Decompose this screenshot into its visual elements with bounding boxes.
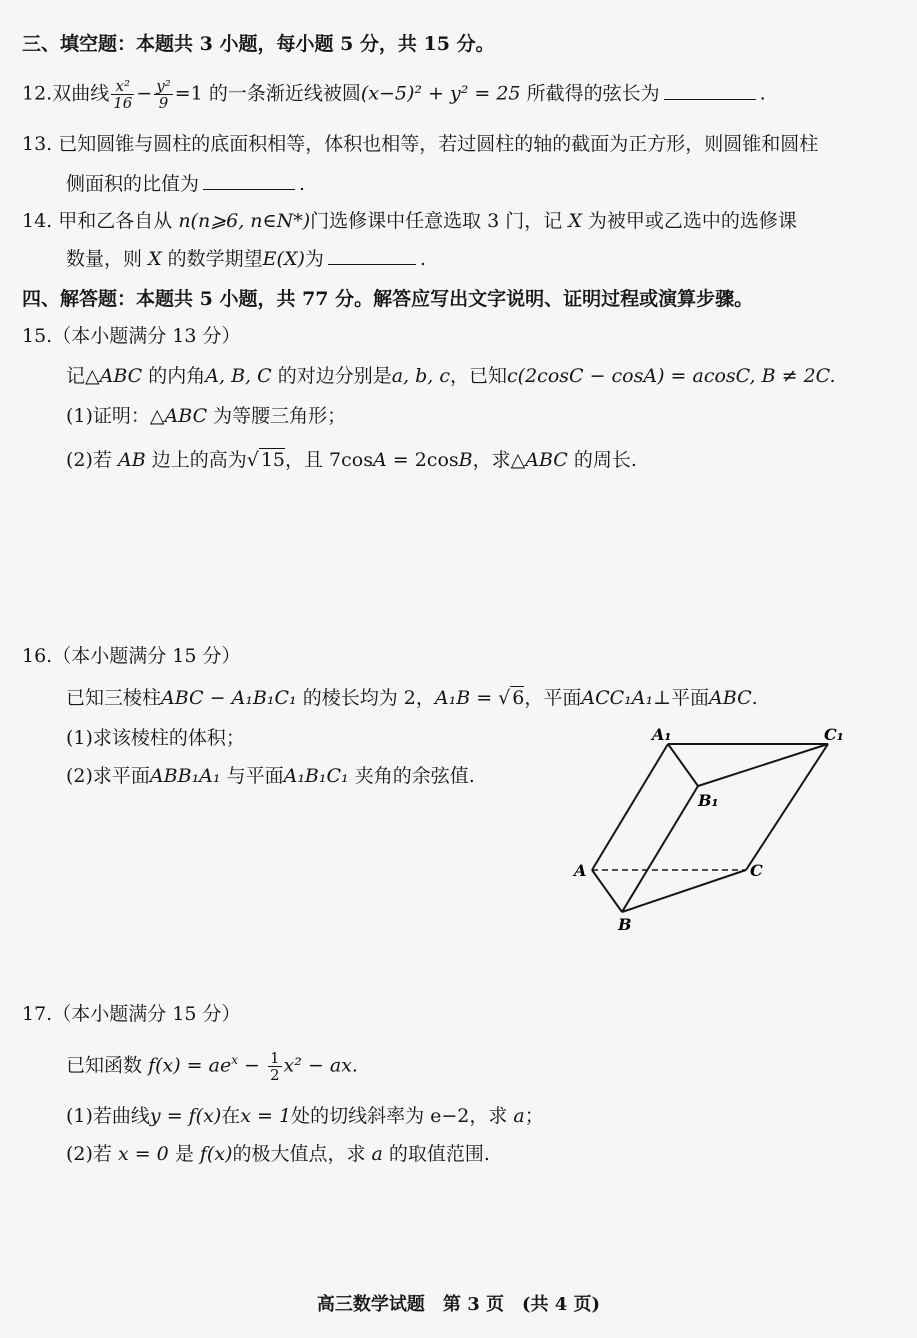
q17-frac-num: 1 (270, 1048, 280, 1067)
q14-text-b: 门选修课中任意选取 3 门，记 (310, 210, 563, 232)
q15-part2-angle-a: A (372, 449, 387, 471)
q12-end: . (759, 82, 766, 105)
edge-b-c (622, 870, 746, 912)
q15-part2-a: (2)若 (66, 449, 112, 471)
q14-condition: n(n⩾6, n∈N*) (178, 210, 311, 232)
q17-part1-curve: y = f(x) (149, 1105, 222, 1127)
q17-exponent: x (231, 1053, 238, 1067)
q13-answer-blank (203, 171, 295, 190)
q14-text-d: 数量，则 (66, 248, 143, 270)
q14-expectation: E(X) (262, 248, 305, 270)
q15-stem-c: 的对边分别是 (277, 365, 392, 387)
q16-stem-f: . (751, 687, 758, 709)
q12-number: 12. (22, 82, 53, 105)
label-b1: B₁ (698, 791, 719, 810)
label-a: A (574, 861, 587, 880)
q16-radicand: 6 (512, 687, 525, 709)
q15-radicand: 15 (260, 449, 286, 471)
q17-part1-b: 在 (221, 1105, 241, 1127)
q15-stem-a: 记△ (66, 365, 100, 387)
q15-triangle: ABC (99, 365, 143, 387)
q12-answer-blank (664, 81, 756, 100)
q17-part2-x: x = 0 (117, 1143, 169, 1165)
q12-fraction-y: $\frac{\text{y²}}{9}$ (156, 77, 171, 112)
q16-stem-b: 的棱长均为 2， (302, 687, 435, 709)
q14-text-a: 14. 甲和乙各自从 (22, 210, 173, 232)
question-17-header: 17.（本小题满分 15 分） (22, 1003, 241, 1025)
q14-text-c: 为被甲或乙选中的选修课 (587, 210, 797, 232)
q15-part1-triangle: ABC (164, 405, 208, 427)
q15-part1-a: (1)证明：△ (66, 405, 165, 427)
q13-text: 侧面积的比值为 (66, 173, 200, 195)
edge-b1-b (622, 786, 698, 912)
q15-part2-e: ，求△ (472, 449, 526, 471)
q13-end: . (299, 173, 306, 195)
q15-part2-ab: AB (117, 449, 146, 471)
q15-part2-angle-b: B (458, 449, 473, 471)
q15-part2-c: ，且 7cos (285, 449, 373, 471)
q17-stem-a: 已知函数 (66, 1054, 143, 1077)
q15-part2-triangle: ABC (525, 449, 568, 471)
question-17-stem (66, 1046, 358, 1083)
q17-part2-d: 的取值范围. (388, 1143, 490, 1165)
q17-fraction (268, 1050, 282, 1083)
q12-text-c: 所截得的弦长为 (526, 82, 660, 105)
q17-part1-d: ； (524, 1105, 544, 1127)
q15-part1-b: 为等腰三角形； (213, 405, 347, 427)
q17-part2-c: 的极大值点，求 (232, 1143, 366, 1165)
q14-text-f: 为 (304, 248, 324, 270)
q16-a1b: A₁B (434, 687, 471, 709)
q12-fraction-x: $\frac{\text{x²}}{16}$ (113, 77, 133, 112)
q15-part2-f: 的周长. (573, 449, 637, 471)
question-16-part-1: (1)求该棱柱的体积； (66, 727, 245, 749)
q14-var-x-2: X (148, 248, 162, 270)
q12-text-a: 双曲线 (52, 82, 110, 105)
q17-part1-x: x = 1 (240, 1105, 292, 1127)
label-c1: C₁ (824, 725, 844, 744)
q15-part2-b: 边上的高为 (151, 449, 247, 471)
section-3-heading: 三、填空题：本题共 3 小题，每小题 5 分，共 15 分。 (22, 33, 495, 55)
q16-sqrt: √ 6 (498, 687, 525, 709)
q14-var-x: X (568, 210, 582, 232)
q16-part2-c: 夹角的余弦值. (354, 765, 475, 787)
q14-end: . (419, 248, 426, 270)
question-16-part-2 (66, 762, 475, 790)
q16-part2-b: 与平面 (226, 765, 284, 787)
q16-part2-plane-1: ABB₁A₁ (149, 765, 221, 787)
q16-plane-1: ACC₁A₁ (581, 687, 654, 709)
question-14-line-2 (66, 245, 426, 273)
q16-part2-a: (2)求平面 (66, 765, 150, 787)
q17-part1-c: 处的切线斜率为 e−2，求 (291, 1105, 508, 1127)
question-16-header: 16.（本小题满分 15 分） (22, 645, 241, 667)
question-14-line-1 (22, 207, 797, 235)
q16-stem-c: = (470, 687, 499, 709)
question-15-stem (66, 362, 836, 390)
question-15-header: 15.（本小题满分 13 分） (22, 325, 241, 347)
label-b: B (618, 915, 632, 934)
q15-part2-d: = 2cos (386, 449, 459, 471)
question-16-stem (66, 684, 758, 712)
q16-stem-e: ⊥平面 (653, 687, 710, 709)
edge-a-b (592, 870, 622, 912)
prism-figure (570, 720, 870, 940)
edge-c1-c (746, 744, 828, 870)
q16-stem-a: 已知三棱柱 (66, 687, 162, 709)
q14-text-e: 的数学期望 (167, 248, 263, 270)
question-12: 12.双曲线 $\frac{\text{x²}}{16}$ − $\frac{\text{y²}}{9}$ =1 的一条渐近线被圆(x−5)² + y² = 25 所截得的弦长为 . (22, 77, 766, 112)
edge-a1-b1 (668, 744, 698, 786)
q15-stem-b: 的内角 (148, 365, 206, 387)
edge-a1-a (592, 744, 668, 870)
q15-stem-d: ，已知 (450, 365, 508, 387)
q17-minus: − (238, 1054, 266, 1077)
q15-angles: A, B, C (205, 365, 272, 387)
label-c: C (750, 861, 763, 880)
q17-part2-a: (2)若 (66, 1143, 112, 1165)
q17-function: f(x) = ae (148, 1054, 232, 1077)
q14-answer-blank (328, 246, 416, 265)
question-15-part-1 (66, 402, 346, 430)
q16-plane-2: ABC (709, 687, 752, 709)
question-13-line-1: 13. 已知圆锥与圆柱的底面积相等，体积也相等，若过圆柱的轴的截面为正方形，则圆锥和圆柱 (22, 133, 819, 155)
question-17-part-2 (66, 1140, 490, 1168)
q16-stem-d: ，平面 (524, 687, 582, 709)
q15-sides: a, b, c (391, 365, 451, 387)
q17-part1-var: a (513, 1105, 525, 1127)
q17-part1-a: (1)若曲线 (66, 1105, 150, 1127)
section-4-heading: 四、解答题：本题共 5 小题，共 77 分。解答应写出文字说明、证明过程或演算步骤。 (22, 288, 754, 310)
question-13-line-2 (66, 170, 305, 198)
page-footer: 高三数学试题 第 3 页 (共 4 页) (316, 1294, 601, 1315)
edge-b1-c1 (698, 744, 828, 786)
q12-text-b: 的一条渐近线被圆 (208, 82, 361, 105)
q17-frac-den: 2 (270, 1065, 280, 1084)
q15-equation: c(2cosC − cosA) = acosC, B ≠ 2C. (507, 365, 836, 387)
label-a1: A₁ (652, 725, 672, 744)
question-15-part-2 (66, 446, 637, 474)
q16-prism: ABC − A₁B₁C₁ (161, 687, 297, 709)
q12-circle-eq: (x−5)² + y² = 25 (360, 82, 521, 105)
q15-sqrt: √ 15 (246, 449, 286, 471)
question-17-part-1 (66, 1102, 544, 1130)
q17-function-rest: x² − ax. (283, 1054, 358, 1077)
q16-part2-plane-2: A₁B₁C₁ (283, 765, 349, 787)
q17-part2-b: 是 (174, 1143, 194, 1165)
q17-part2-f: f(x) (199, 1143, 233, 1165)
q17-part2-var: a (371, 1143, 383, 1165)
